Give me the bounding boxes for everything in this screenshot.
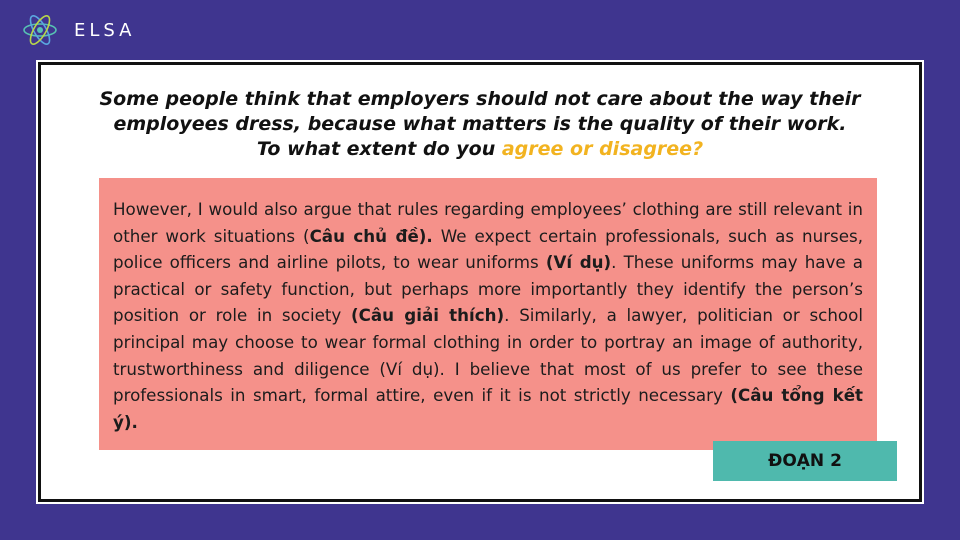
question-line-1: Some people think that employers should not care about the way their	[99, 88, 861, 110]
paragraph-tag: ĐOẠN 2	[713, 441, 897, 481]
content-card	[38, 62, 922, 502]
question-line-2: employees dress, because what matters is the quality of their work.	[113, 113, 847, 135]
explanation-label: (Câu giải thích)	[351, 305, 505, 326]
body-paragraph	[113, 196, 863, 435]
paragraph-text-4: . Similarly, a lawyer, politician or school principal may choose to wear formal clothing in order to portray an image of authority, trustworthiness and diligence (Ví dụ). I believe that most of us prefer to see these professionals in smart, formal attire, even if it is not strictly necessary	[113, 305, 863, 406]
summary-label: (Câu tổng kết ý).	[113, 385, 863, 432]
elsa-flower-icon	[20, 10, 60, 50]
brand-logo	[20, 10, 135, 50]
question-line-3	[41, 137, 919, 162]
paragraph-text-3: . These uniforms may have a practical or safety function, but perhaps more importantly they identify the person’s position or role in society	[113, 252, 863, 326]
paragraph-text-2: We expect certain professionals, such as nurses, police officers and airline pilots, to wear uniforms	[113, 225, 863, 273]
question-highlight: agree or disagree?	[501, 138, 704, 160]
example-label: (Ví dụ)	[545, 252, 612, 273]
essay-question	[41, 87, 919, 162]
question-line-3-prefix: To what extent do you	[256, 138, 502, 160]
paragraph-box	[99, 178, 877, 450]
brand-name: ELSA	[74, 19, 136, 41]
paragraph-text-1: However, I would also argue that rules regarding employees’ clothing are still relevant in other work situations (	[113, 199, 863, 246]
topic-sentence-label: Câu chủ đề).	[309, 225, 433, 246]
